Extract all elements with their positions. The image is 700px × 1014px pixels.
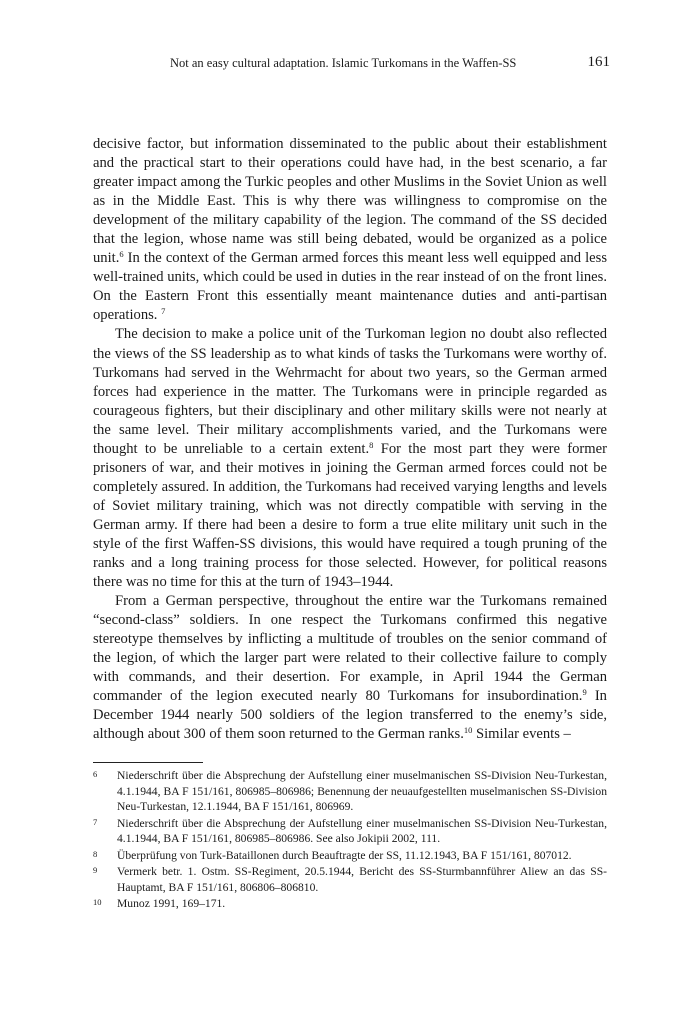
paragraph-text: decisive factor, but information disseminated to the public about their establishment and the practical start to their operations could have had, in the best scenario, a far greater impact among the Turkic peoples and other Muslims in the Soviet Union as well as in the Middle East. This is why there was willingness to compromise on the development of the military capability of the legion. The command of the SS decided that the legion, whose name was still being debated, would be organized as a police unit.: [93, 136, 607, 267]
footnote: [93, 864, 607, 895]
footnote-number: 7: [93, 816, 98, 827]
footnote-separator: [93, 762, 203, 763]
footnote-text: Niederschrift über die Absprechung der Aufstellung einer muselmanischen SS-Division Neu-Turkestan, 4.1.1944, BA F 151/161, 806985–806986. See also Jokipii 2002, 111.: [117, 816, 607, 845]
running-title: Not an easy cultural adaptation. Islamic Turkomans in the Waffen-SS: [170, 56, 517, 70]
footnote-number: 9: [93, 865, 98, 875]
footnote: [93, 816, 607, 847]
footnote-text: Vermerk betr. 1. Ostm. SS-Regiment, 20.5.1944, Bericht des SS-Sturmbannführer Aliew an das SS-Hauptamt, BA F 151/161, 806806–806810.: [117, 865, 607, 894]
body-paragraph: [93, 135, 607, 325]
paragraph-text: For the most part they were former prisoners of war, and their motives in joining the German armed forces could not be completely assured. In addition, the Turkomans had received varying lengths and levels of Soviet military training, which was not directly compatible with serving in the German army. If there had been a desire to form a true elite military unit such in the style of the first Waffen-SS divisions, this would have required a tough pruning of the ranks and a long training process for those selected. However, for political reasons there was no time for this at the turn of 1943–1944.: [93, 440, 607, 591]
paragraph-text: From a German perspective, throughout the entire war the Turkomans remained “second-class” soldiers. In one respect the Turkomans confirmed this negative stereotype themselves by inflicting a multitude of troubles on the senior command of the legion, of which the larger part were related to their collective failure to comply with commands, and their desertion. For example, in April 1944 the German commander of the legion executed nearly 80 Turkomans for insubordination.: [93, 593, 607, 705]
footnote-reference[interactable]: 8: [369, 439, 374, 450]
footnote-reference[interactable]: 6: [119, 249, 124, 260]
footnote: [93, 848, 607, 864]
footnote-reference[interactable]: 10: [463, 725, 473, 736]
page-number: 161: [587, 54, 610, 70]
footnotes: [93, 768, 607, 913]
footnote: [93, 896, 607, 912]
paragraph-text: Similar events –: [472, 726, 571, 743]
paragraph-text: In December 1944 nearly 500 soldiers of the legion transferred to the enemy’s side, although about 300 of them soon returned to the German ranks.: [93, 688, 607, 743]
footnote-number: 10: [93, 897, 102, 907]
paragraph-text: The decision to make a police unit of the Turkoman legion no doubt also reflected the views of the SS leadership as to what kinds of tasks the Turkomans were worthy of. Turkomans had served in the Wehrmacht for about two years, so the German armed forces had experience in the matter. The Turkomans were in principle regarded as courageous fighters, but their disciplinary and other military skills were not nearly at the same level. Their military accomplishments varied, and the Turkomans were thought to be unreliable to a certain extent.: [93, 326, 607, 457]
body-paragraph: [93, 592, 607, 744]
footnote-text: Niederschrift über die Absprechung der Aufstellung einer muselmanischen SS-Division Neu-Turkestan, 4.1.1944, BA F 151/161, 806985–806986; Benennung der neuaufgestellten muselmanischen SS-Division Neu-Turkestan, 12.1.1944, BA F 151/161, 806969.: [117, 769, 607, 813]
footnote-number: 6: [93, 769, 98, 779]
paragraph-text: In the context of the German armed forces this meant less well equipped and less well-trained units, which could be used in duties in the rear instead of on the front lines. On the Eastern Front this essentially meant maintenance duties and anti-partisan operations.: [93, 250, 607, 324]
footnote-reference[interactable]: 7: [161, 306, 166, 317]
footnote-number: 8: [93, 848, 98, 859]
body-paragraph: [93, 325, 607, 592]
footnote-text: Überprüfung von Turk-Bataillonen durch Beauftragte der SS, 11.12.1943, BA F 151/161, 807012.: [117, 848, 572, 862]
footnote-reference[interactable]: 9: [582, 687, 587, 698]
footnote-text: Munoz 1991, 169–171.: [117, 897, 226, 910]
footnote: [93, 768, 607, 815]
body-text: [93, 135, 607, 745]
